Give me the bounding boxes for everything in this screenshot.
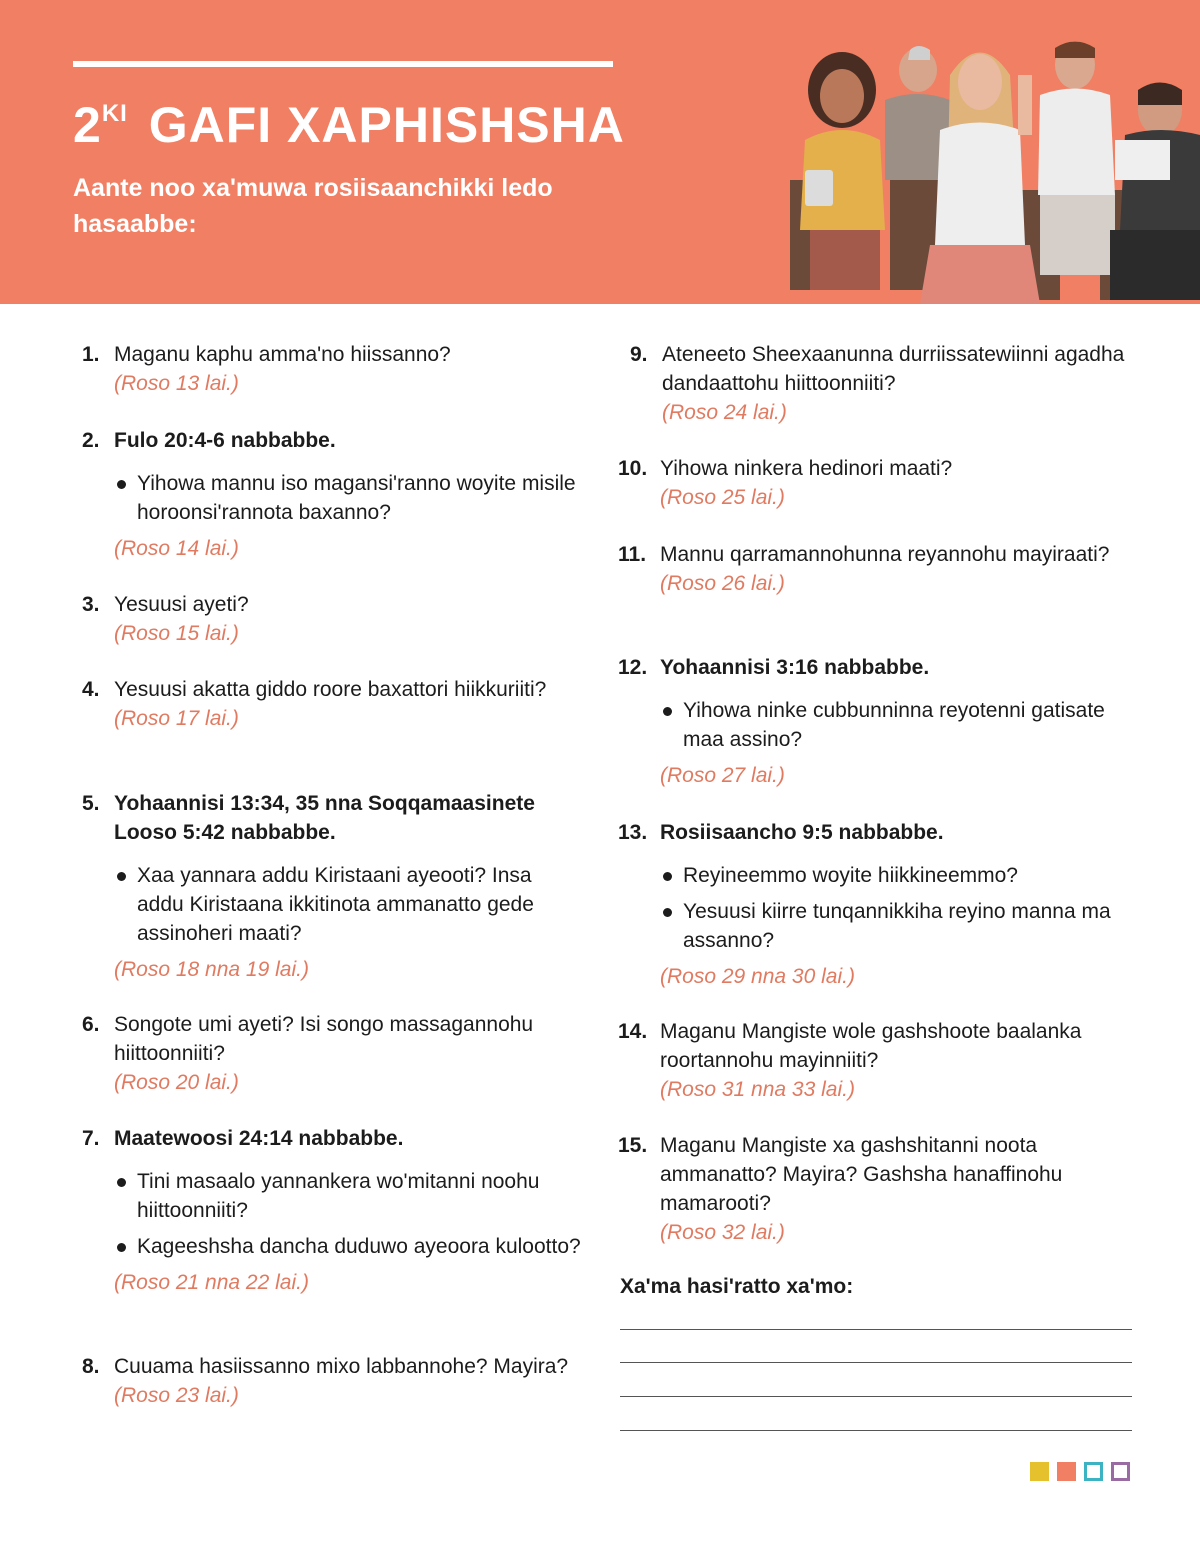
question-11: 11. Mannu qarramannohunna reyannohu mayiraati? (Roso 26 lai.) — [618, 543, 1110, 595]
lesson-reference: (Roso 32 lai.) — [660, 1221, 785, 1244]
note-line[interactable] — [620, 1396, 1132, 1397]
lesson-reference: (Roso 21 nna 22 lai.) — [114, 1271, 309, 1294]
question-13: 13. Rosiisaancho 9:5 nabbabbe. Reyineemmo woyite hiikkineemmo? Yesuusi kiirre tunqannikkiha reyino manna ma assanno? (Roso 29 nna 30 lai.) — [618, 818, 1130, 991]
question-5: 5. Yohaannisi 13:34, 35 nna Soqqamaasinete Looso 5:42 nabbabbe. Xaa yannara addu Kiristaani ayeooti? Insa addu Kiristaana ikkitinota ammanatto gede assinoheri maati? (Roso 18 nna 19 lai.) — [82, 789, 582, 984]
group-of-people-illustration — [770, 30, 1200, 304]
lesson-reference: (Roso 29 nna 30 lai.) — [660, 965, 855, 988]
lesson-reference: (Roso 24 lai.) — [662, 401, 787, 424]
note-line[interactable] — [620, 1362, 1132, 1363]
lesson-reference: (Roso 13 lai.) — [114, 372, 239, 395]
question-7: 7. Maatewoosi 24:14 nabbabbe. Tini masaalo yannankera wo'mitanni noohu hiittoonniiti? Kageeshsha dancha duduwo ayeoora kulootto? (Roso 21 nna 22 lai.) — [82, 1124, 582, 1297]
bullet-item: Xaa yannara addu Kiristaani ayeooti? Insa addu Kiristaana ikkitinota ammanatto gede assinoheri maati? — [114, 861, 582, 948]
bullet-item: Kageeshsha dancha duduwo ayeoora kulootto? — [114, 1232, 582, 1261]
question-3: 3. Yesuusi ayeti? (Roso 15 lai.) — [82, 593, 249, 645]
page-title: $2^{KI}$ GAFI XAPHISHSHA — [73, 97, 625, 153]
header-banner — [0, 0, 1200, 304]
question-8: 8. Cuuama hasiissanno mixo labbannohe? Mayira? (Roso 23 lai.) — [82, 1355, 569, 1407]
bullet-item: Tini masaalo yannankera wo'mitanni noohu hiittoonniiti? — [114, 1167, 582, 1225]
question-1: 1. Maganu kaphu amma'no hiissanno? (Roso 13 lai.) — [82, 343, 451, 395]
teal-outline-square-icon — [1084, 1462, 1103, 1481]
header-rule — [73, 61, 613, 67]
notes-label: Xa'ma hasi'ratto xa'mo: — [620, 1275, 854, 1298]
bullet-item: Yihowa mannu iso magansi'ranno woyite misile horoonsi'rannota baxanno? — [114, 469, 582, 527]
bullet-item: Yesuusi kiirre tunqannikkiha reyino manna ma assanno? — [660, 897, 1130, 955]
lesson-reference: (Roso 26 lai.) — [660, 572, 785, 595]
bullet-item: Reyineemmo woyite hiikkineemmo? — [660, 861, 1130, 890]
question-10: 10. Yihowa ninkera hedinori maati? (Roso 25 lai.) — [618, 457, 953, 509]
yellow-square-icon — [1030, 1462, 1049, 1481]
lesson-reference: (Roso 20 lai.) — [114, 1071, 239, 1094]
purple-outline-square-icon — [1111, 1462, 1130, 1481]
note-line[interactable] — [620, 1329, 1132, 1330]
bullet-item: Yihowa ninke cubbunninna reyotenni gatisate maa assino? — [660, 696, 1130, 754]
lesson-reference: (Roso 14 lai.) — [114, 537, 239, 560]
lesson-reference: (Roso 31 nna 33 lai.) — [660, 1078, 855, 1101]
salmon-square-icon — [1057, 1462, 1076, 1481]
question-9: 9. Ateneeto Sheexaanunna durriissatewiinni agadha dandaattohu hiittoonniiti? (Roso 24 lai.) — [630, 343, 1125, 424]
lesson-reference: (Roso 27 lai.) — [660, 764, 785, 787]
lesson-reference: (Roso 17 lai.) — [114, 707, 239, 730]
note-line[interactable] — [620, 1430, 1132, 1431]
question-6: 6. Songote umi ayeti? Isi songo massagannohu hiittoonniiti? (Roso 20 lai.) — [82, 1013, 534, 1094]
question-14: 14. Maganu Mangiste wole gashshoote baalanka roortannohu mayinniiti? (Roso 31 nna 33 lai.) — [618, 1020, 1082, 1101]
question-4: 4. Yesuusi akatta giddo roore baxattori hiikkuriiti? (Roso 17 lai.) — [82, 678, 547, 730]
question-15: 15. Maganu Mangiste xa gashshitanni noota ammanatto? Mayira? Gashsha hanaffinohu mamarooti? (Roso 32 lai.) — [618, 1134, 1063, 1244]
question-12: 12. Yohaannisi 3:16 nabbabbe. Yihowa ninke cubbunninna reyotenni gatisate maa assino? (Roso 27 lai.) — [618, 653, 1130, 790]
lesson-reference: (Roso 18 nna 19 lai.) — [114, 958, 309, 981]
lesson-reference: (Roso 23 lai.) — [114, 1384, 239, 1407]
page-subtitle: Aante noo xa'muwa rosiisaanchikki ledo hasaabbe: — [73, 174, 553, 238]
lesson-reference: (Roso 25 lai.) — [660, 486, 785, 509]
lesson-reference: (Roso 15 lai.) — [114, 622, 239, 645]
question-2: 2. Fulo 20:4-6 nabbabbe. Yihowa mannu iso magansi'ranno woyite misile horoonsi'rannota baxanno? (Roso 14 lai.) — [82, 426, 582, 563]
